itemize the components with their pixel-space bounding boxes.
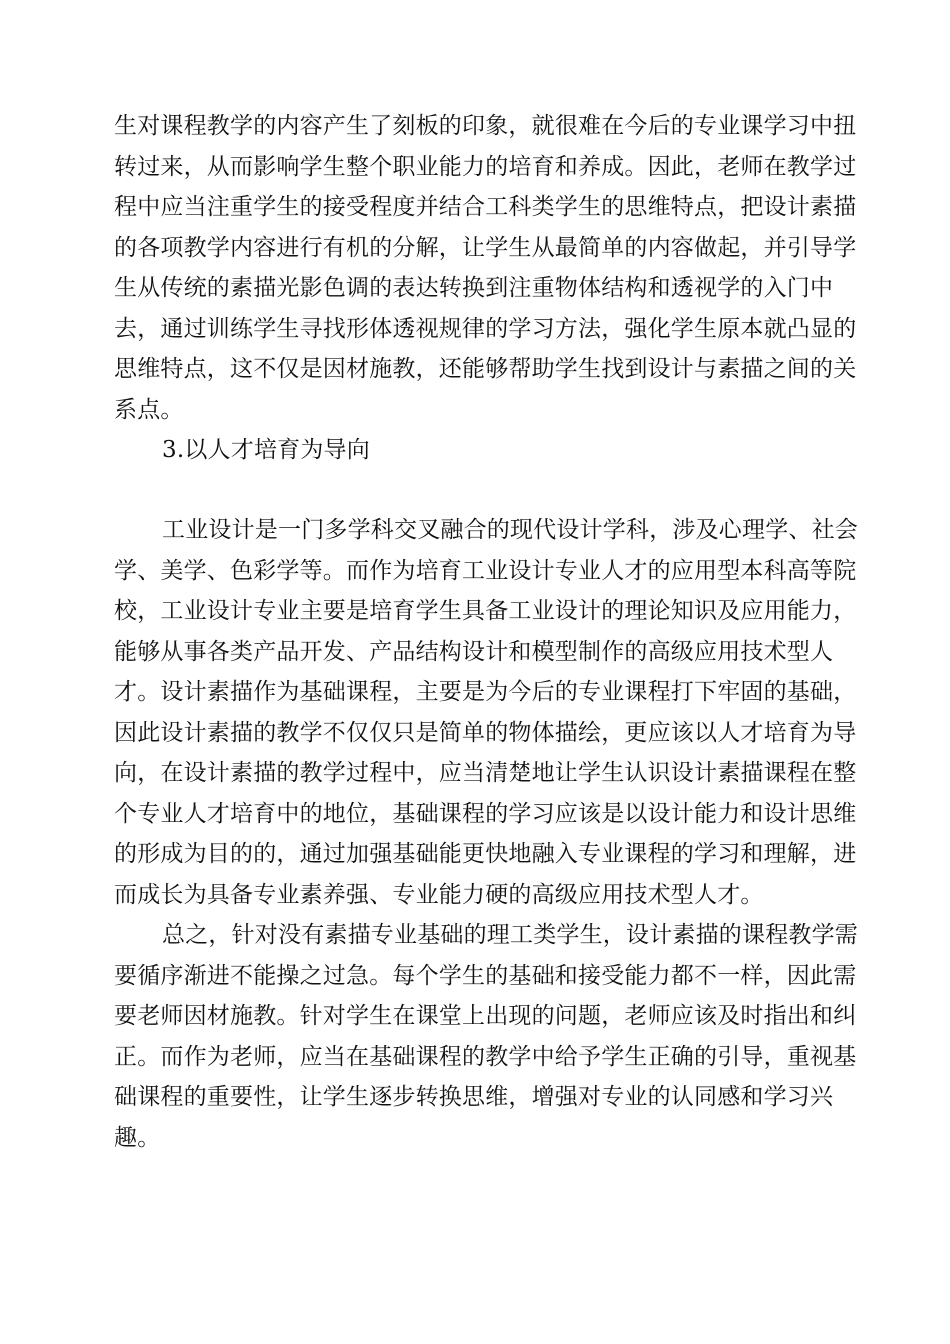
paragraph-line: 才。设计素描作为基础课程，主要是为今后的专业课程打下牢固的基础， bbox=[114, 679, 857, 705]
paragraph-line: 总之，针对没有素描专业基础的理工类学生，设计素描的课程教学需 bbox=[162, 922, 858, 948]
paragraph-line: 要老师因材施教。针对学生在课堂上出现的问题，老师应该及时指出和纠 bbox=[114, 1003, 857, 1029]
paragraph-line: 程中应当注重学生的接受程度并结合工科类学生的思维特点，把设计素描 bbox=[114, 194, 857, 220]
paragraph-line: 个专业人才培育中的地位，基础课程的学习应该是以设计能力和设计思维 bbox=[114, 800, 857, 827]
paragraph-line: 要循序渐进不能操之过急。每个学生的基础和接受能力都不一样，因此需 bbox=[114, 962, 857, 989]
paragraph-line: 系点。 bbox=[114, 396, 184, 423]
paragraph-line: 去，通过训练学生寻找形体透视规律的学习方法，强化学生原本就凸显的 bbox=[114, 315, 857, 342]
paragraph-line: 工业设计是一门多学科交叉融合的现代设计学科，涉及心理学、社会 bbox=[162, 517, 858, 543]
paragraph-line: 的各项教学内容进行有机的分解，让学生从最简单的内容做起，并引导学 bbox=[114, 234, 857, 261]
section-heading-text: 3.以人才培育为导向 bbox=[162, 437, 370, 463]
section-heading bbox=[114, 430, 832, 471]
paragraph-line: 而成长为具备专业素养强、专业能力硬的高级应用技术型人才。 bbox=[114, 881, 764, 908]
paragraph-line: 思维特点，这不仅是因材施教，还能够帮助学生找到设计与素描之间的关 bbox=[114, 356, 857, 382]
paragraph-line: 转过来，从而影响学生整个职业能力的培育和养成。因此，老师在教学过 bbox=[114, 153, 857, 180]
paragraph-line: 础课程的重要性，让学生逐步转换思维，增强对专业的认同感和学习兴 bbox=[114, 1084, 834, 1110]
paragraph-line: 校，工业设计专业主要是培育学生具备工业设计的理论知识及应用能力， bbox=[114, 598, 857, 624]
paragraph-line: 因此设计素描的教学不仅仅只是简单的物体描绘，更应该以人才培育为导 bbox=[114, 719, 857, 746]
paragraph-line: 能够从事各类产品开发、产品结构设计和模型制作的高级应用技术型人 bbox=[114, 638, 834, 665]
paragraph-2 bbox=[114, 510, 858, 915]
paragraph-line: 向，在设计素描的教学过程中，应当清楚地让学生认识设计素描课程在整 bbox=[114, 760, 857, 786]
paragraph-3 bbox=[114, 915, 858, 1158]
paragraph-line: 的形成为目的的，通过加强基础能更快地融入专业课程的学习和理解，进 bbox=[114, 841, 857, 867]
paragraph-line: 学、美学、色彩学等。而作为培育工业设计专业人才的应用型本科高等院 bbox=[114, 557, 857, 584]
paragraph-line: 生对课程教学的内容产生了刻板的印象，就很难在今后的专业课学习中扭 bbox=[114, 113, 857, 139]
paragraph-line: 趣。 bbox=[114, 1124, 161, 1151]
paragraph-line: 正。而作为老师，应当在基础课程的教学中给予学生正确的引导，重视基 bbox=[114, 1043, 857, 1070]
paragraph-line: 生从传统的素描光影色调的表达转换到注重物体结构和透视学的入门中 bbox=[114, 275, 834, 301]
paragraph-1 bbox=[114, 106, 857, 430]
